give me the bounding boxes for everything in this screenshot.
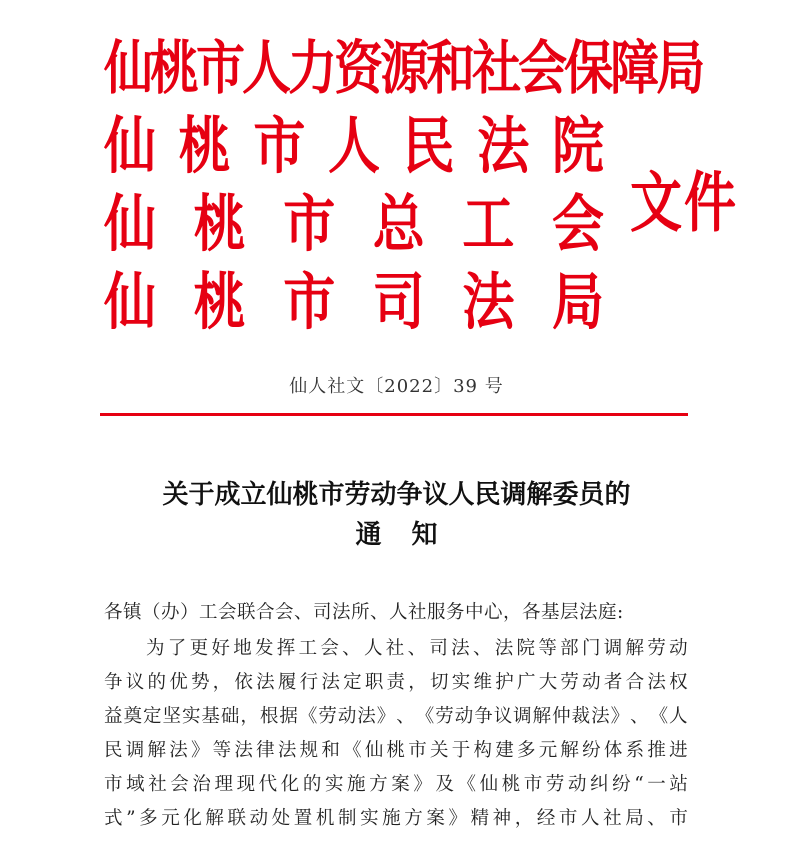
character: 案 [391,774,410,795]
character: 和 [321,740,340,761]
character: 经 [536,808,556,829]
character: 桃 [178,111,231,183]
character: 劳 [560,672,579,693]
character: 法 [647,672,666,693]
character: 部 [560,638,579,659]
character: 神 [492,808,512,829]
character: 市 [408,740,427,761]
character: 裁 [571,706,591,727]
character: 力 [288,34,335,103]
character: 多 [139,808,158,829]
character: 议 [493,706,513,727]
character: 基 [201,706,220,727]
character: 体 [603,740,623,761]
paragraph-line [104,666,688,700]
character: 履 [277,672,297,693]
character: 争 [104,672,123,693]
character: 法 [357,706,376,727]
character: 桃 [193,267,246,339]
character: 法 [451,638,470,659]
character: 定 [343,672,362,693]
character: 联 [227,808,247,829]
character: 施 [382,808,401,829]
character: 建 [495,740,514,761]
character: 进 [669,740,688,761]
character: 势 [190,672,210,693]
character: 保 [564,34,611,103]
character: 劳 [647,638,666,659]
character: 桃 [150,34,197,103]
character: 维 [473,672,492,693]
character: 桃 [193,189,246,261]
character: 地 [233,638,252,659]
character: 动 [454,706,474,727]
character: 合 [625,672,645,693]
issuer-justice-bureau [104,257,604,349]
character: 《 [649,706,669,727]
character: 资 [334,34,381,103]
character: ， [408,672,427,693]
character: 好 [211,638,230,659]
character: 理 [214,774,233,795]
character: 制 [337,808,357,829]
character: 法 [494,638,514,659]
character: 法 [462,267,515,339]
character: 方 [369,774,388,795]
character: 人 [669,706,688,727]
document-number: 仙人社文〔2022〕39 号 [289,376,504,397]
paragraph-line [104,734,688,768]
character: 纷 [612,774,631,795]
character: 化 [280,774,300,795]
character: 院 [551,111,604,183]
character: 优 [169,672,188,693]
character: 议 [125,672,145,693]
character: 发 [254,638,274,659]
character: 》 [376,706,396,727]
character: 更 [189,638,209,659]
character: 人 [363,638,383,659]
character: 责 [386,672,406,693]
character: 仙 [479,774,499,795]
character: 机 [315,808,335,829]
character: 为 [146,638,165,659]
character: 益 [104,706,123,727]
character: 社 [603,808,622,829]
character: 大 [538,672,558,693]
character: 多 [516,740,536,761]
character: 工 [298,638,318,659]
character: 精 [470,808,490,829]
character: 法 [477,111,530,183]
salutation: 各镇（办）工会联合会、司法所、人社服务中心，各基层法庭: [104,602,624,623]
character: 站 [669,774,688,795]
character: 纷 [582,740,601,761]
character: 坚 [162,706,181,727]
character: 等 [212,740,232,761]
character: 市 [283,189,336,261]
character: 会 [518,34,565,103]
character: 动 [582,672,601,693]
character: 会 [170,774,189,795]
character: 市 [669,808,688,829]
character: 调 [513,706,532,727]
character: 人 [327,111,380,183]
character: 化 [183,808,202,829]
character: 》 [610,706,630,727]
red-divider [100,413,688,416]
character: 了 [167,638,187,659]
paragraph-line [146,632,688,666]
character: 人 [242,34,289,103]
character: 仲 [552,706,571,727]
character: “ [634,774,644,795]
character: 法 [256,672,275,693]
character: 和 [426,34,473,103]
character: 工 [462,189,515,261]
character: 调 [603,638,623,659]
character: 《 [343,740,362,761]
character: 市 [283,267,336,339]
character: 定 [142,706,162,727]
character: 、 [630,706,649,727]
character: 司 [429,638,448,659]
character: 解 [560,740,579,761]
character: 、 [396,706,415,727]
character: 等 [538,638,557,659]
character: 关 [430,740,449,761]
character: 》 [448,808,467,829]
paragraph-line [104,700,688,734]
character: 障 [610,34,657,103]
character: 》 [413,774,432,795]
character: 职 [364,672,384,693]
character: 劳 [545,774,565,795]
character: 实 [181,706,201,727]
character: 仙 [104,189,157,261]
character: 、 [647,808,666,829]
character: 挥 [276,638,296,659]
document-title-line-2: 通知 [355,520,468,550]
character: 动 [669,638,688,659]
character: 、 [407,638,427,659]
character: 推 [647,740,666,761]
character: 元 [538,740,558,761]
character: 于 [451,740,471,761]
character: 市 [558,808,578,829]
paragraph-line [104,802,688,836]
character: 护 [495,672,514,693]
character: 实 [324,774,344,795]
document-title-line-1: 关于成立仙桃市劳动争议人民调解委员的 [162,480,631,510]
character: 广 [516,672,536,693]
character: 市 [196,34,243,103]
character: 规 [299,740,319,761]
character: 实 [451,672,471,693]
character: 根 [259,706,279,727]
character: 动 [249,808,269,829]
character: 桃 [386,740,406,761]
character: 民 [402,111,455,183]
character: 案 [426,808,445,829]
character: 仙 [104,111,157,183]
character: ， [212,672,232,693]
character: 解 [147,740,166,761]
character: 处 [271,808,291,829]
character: 动 [567,774,587,795]
character: 切 [430,672,449,693]
character: 法 [234,740,253,761]
character: 《 [415,706,435,727]
character: 治 [192,774,211,795]
character: 调 [125,740,145,761]
character: 代 [258,774,278,795]
character: 式 [104,808,123,829]
character: 院 [516,638,536,659]
character: 社 [472,34,519,103]
character: ， [514,808,534,829]
character: 律 [256,740,275,761]
character: 一 [647,774,666,795]
character: 社 [148,774,167,795]
paragraph-line [104,768,688,802]
character: 施 [347,774,366,795]
character: 司 [372,267,425,339]
character: 劳 [318,706,337,727]
character: 依 [234,672,253,693]
character: 行 [299,672,319,693]
character: 、 [342,638,361,659]
character: 局 [551,267,604,339]
character: 法 [321,672,340,693]
character: 仙 [104,267,157,339]
character: 解 [205,808,224,829]
character: 权 [669,672,688,693]
character: 解 [532,706,552,727]
character: 的 [147,672,166,693]
character: 的 [302,774,322,795]
character: 源 [380,34,427,103]
character: 法 [277,740,297,761]
character: 纠 [590,774,609,795]
character: 局 [656,34,703,103]
character: 桃 [501,774,521,795]
character: 会 [320,638,339,659]
character: 局 [625,808,644,829]
character: 系 [625,740,645,761]
character: 奠 [123,706,142,727]
character: 总 [372,189,425,261]
character: 法 [591,706,610,727]
character: 及 [435,774,454,795]
character: 会 [551,189,604,261]
character: 人 [581,808,600,829]
character: 者 [603,672,623,693]
character: 仙 [104,34,151,103]
character: 门 [581,638,601,659]
character: 、 [472,638,492,659]
character: 据 [279,706,298,727]
character: 市 [253,111,306,183]
character: 民 [104,740,123,761]
character: ， [240,706,259,727]
character: 》 [190,740,210,761]
character: 础 [220,706,240,727]
document-suffix: 文件 [630,166,739,242]
character: 解 [625,638,645,659]
character: 动 [337,706,357,727]
character: 实 [360,808,379,829]
character: 市 [523,774,543,795]
character: 市 [104,774,123,795]
character: 仙 [364,740,384,761]
character: 社 [385,638,405,659]
character: 置 [293,808,313,829]
character: 法 [169,740,188,761]
character: 方 [404,808,423,829]
character: 争 [474,706,493,727]
character: 元 [161,808,180,829]
character: 现 [236,774,256,795]
character: 构 [473,740,492,761]
character: 域 [126,774,145,795]
character: 《 [457,774,477,795]
character: ” [126,808,136,829]
character: 劳 [435,706,454,727]
character: 《 [298,706,318,727]
